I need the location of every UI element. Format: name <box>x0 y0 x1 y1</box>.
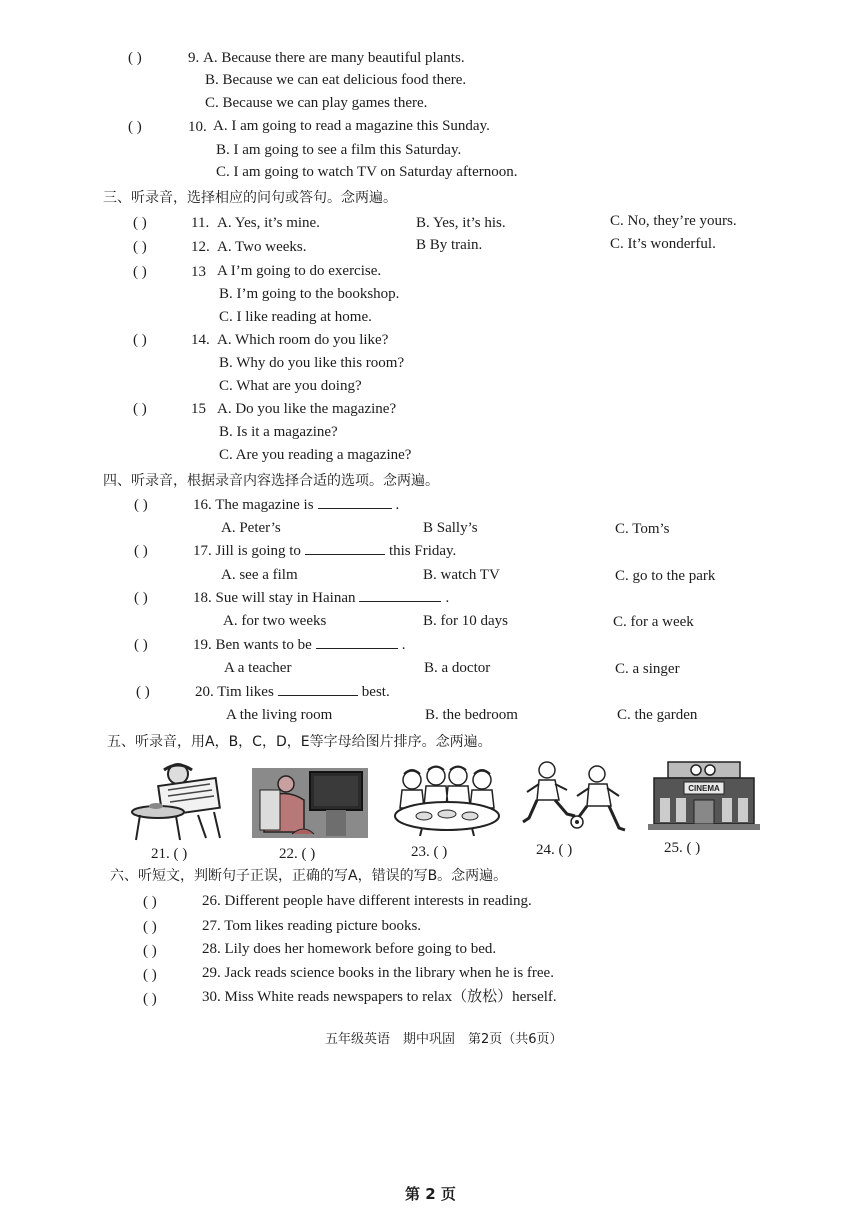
option-11a: A. Yes, it’s mine. <box>217 215 320 231</box>
question-16-text: The magazine is <box>215 497 314 513</box>
option-12b: B By train. <box>416 237 483 253</box>
answer-paren-28[interactable]: ( ) <box>143 943 157 959</box>
question-17-end: this Friday. <box>388 543 457 559</box>
question-number-16: 16. <box>193 497 212 513</box>
section-4-title: 四、听录音，根据录音内容选择合适的选项。念两遍。 <box>103 473 439 489</box>
picture-watching-tv <box>252 768 368 838</box>
option-20a: A the living room <box>226 707 333 723</box>
answer-paren-16[interactable]: ( ) <box>134 497 148 513</box>
question-number-12: 12. <box>191 239 210 255</box>
option-17a: A. see a film <box>221 567 298 583</box>
question-number-17: 17. <box>193 543 212 559</box>
option-9c: C. Because we can play games there. <box>205 95 428 111</box>
section-5-title: 五、听录音，用A，B，C，D，E等字母给图片排序。念两遍。 <box>107 734 492 750</box>
answer-paren-20[interactable]: ( ) <box>136 684 150 700</box>
option-20c: C. the garden <box>617 707 698 723</box>
option-14b: B. Why do you like this room? <box>219 355 405 371</box>
section-3-title: 三、听录音，选择相应的问句或答句。念两遍。 <box>103 190 397 206</box>
section-6-title: 六、听短文，判断句子正误，正确的写A，错误的写B。念两遍。 <box>110 868 508 884</box>
picture-family-dinner <box>392 764 502 836</box>
option-19c: C. a singer <box>615 661 680 677</box>
blank-16[interactable] <box>318 496 392 509</box>
blank-19[interactable] <box>316 636 398 649</box>
answer-paren-12[interactable]: ( ) <box>133 239 147 255</box>
picture-label-23[interactable]: 23. ( ) <box>411 844 448 860</box>
question-16-end: . <box>395 497 400 513</box>
question-number-18: 18. <box>193 590 212 606</box>
blank-18[interactable] <box>359 589 441 602</box>
question-number-10: 10. <box>188 119 207 135</box>
option-16c: C. Tom’s <box>615 521 670 537</box>
statement-27: 27. Tom likes reading picture books. <box>202 918 422 934</box>
option-15a: A. Do you like the magazine? <box>217 401 397 417</box>
question-20-stem <box>195 683 390 701</box>
option-10a: A. I am going to read a magazine this Sunday. <box>213 118 490 134</box>
picture-label-21[interactable]: 21. ( ) <box>151 846 188 862</box>
answer-paren-27[interactable]: ( ) <box>143 919 157 935</box>
question-number-13: 13 <box>191 264 206 280</box>
option-13c: C. I like reading at home. <box>219 309 372 325</box>
question-number-11: 11. <box>191 215 210 231</box>
option-16b: B Sally’s <box>423 520 478 536</box>
option-18a: A. for two weeks <box>223 613 327 629</box>
option-10b: B. I am going to see a film this Saturday. <box>216 142 462 158</box>
statement-28: 28. Lily does her homework before going to bed. <box>202 941 497 957</box>
option-11b: B. Yes, it’s his. <box>416 215 506 231</box>
question-number-15: 15 <box>191 401 206 417</box>
statement-30: 30. Miss White reads newspapers to relax（放松）herself. <box>202 989 557 1005</box>
option-9b: B. Because we can eat delicious food there. <box>205 72 467 88</box>
option-12c: C. It’s wonderful. <box>610 236 716 252</box>
option-15c: C. Are you reading a magazine? <box>219 447 412 463</box>
option-19b: B. a doctor <box>424 660 491 676</box>
option-19a: A a teacher <box>224 660 292 676</box>
picture-cinema <box>648 760 760 830</box>
page-number: 第 2 页 <box>405 1185 456 1203</box>
blank-20[interactable] <box>278 683 358 696</box>
option-14a: A. Which room do you like? <box>217 332 389 348</box>
question-20-end: best. <box>361 684 390 700</box>
question-number-20: 20. <box>195 684 214 700</box>
option-20b: B. the bedroom <box>425 707 518 723</box>
picture-label-22[interactable]: 22. ( ) <box>279 846 316 862</box>
picture-reading-newspaper <box>128 760 228 842</box>
answer-paren-10[interactable]: ( ) <box>128 119 142 135</box>
option-12a: A. Two weeks. <box>217 239 307 255</box>
picture-label-25[interactable]: 25. ( ) <box>664 840 701 856</box>
question-number-19: 19. <box>193 637 212 653</box>
question-20-text: Tim likes <box>217 684 274 700</box>
statement-29: 29. Jack reads science books in the library when he is free. <box>202 965 554 981</box>
answer-paren-26[interactable]: ( ) <box>143 894 157 910</box>
question-17-text: Jill is going to <box>215 543 301 559</box>
answer-paren-29[interactable]: ( ) <box>143 967 157 983</box>
option-13b: B. I’m going to the bookshop. <box>219 286 400 302</box>
question-18-text: Sue will stay in Hainan <box>215 590 356 606</box>
option-17b: B. watch TV <box>423 567 500 583</box>
cinema-sign-text: CINEMA <box>688 784 720 793</box>
page-footer: 五年级英语 期中巩固 第2页（共6页） <box>325 1032 563 1047</box>
blank-17[interactable] <box>305 542 385 555</box>
question-18-end: . <box>445 590 450 606</box>
answer-paren-17[interactable]: ( ) <box>134 543 148 559</box>
option-9a: A. Because there are many beautiful plants. <box>203 50 465 66</box>
answer-paren-11[interactable]: ( ) <box>133 215 147 231</box>
answer-paren-30[interactable]: ( ) <box>143 991 157 1007</box>
question-18-stem <box>193 589 449 607</box>
statement-26: 26. Different people have different interests in reading. <box>202 893 532 909</box>
answer-paren-19[interactable]: ( ) <box>134 637 148 653</box>
option-15b: B. Is it a magazine? <box>219 424 338 440</box>
option-10c: C. I am going to watch TV on Saturday afternoon. <box>216 164 518 180</box>
option-18b: B. for 10 days <box>423 613 508 629</box>
question-19-text: Ben wants to be <box>215 637 312 653</box>
question-16-stem <box>193 496 399 514</box>
option-17c: C. go to the park <box>615 568 716 584</box>
option-11c: C. No, they’re yours. <box>610 213 737 229</box>
question-17-stem <box>193 542 456 560</box>
question-number-14: 14. <box>191 332 210 348</box>
question-number-9: 9. <box>188 50 200 66</box>
answer-paren-18[interactable]: ( ) <box>134 590 148 606</box>
option-14c: C. What are you doing? <box>219 378 362 394</box>
picture-label-24[interactable]: 24. ( ) <box>536 842 573 858</box>
option-13a: A I’m going to do exercise. <box>217 263 382 279</box>
answer-paren-9[interactable]: ( ) <box>128 50 142 66</box>
option-16a: A. Peter’s <box>221 520 281 536</box>
picture-playing-football <box>515 760 627 836</box>
answer-paren-13[interactable]: ( ) <box>133 264 147 280</box>
option-18c: C. for a week <box>613 614 694 630</box>
answer-paren-14[interactable]: ( ) <box>133 332 147 348</box>
question-19-end: . <box>401 637 406 653</box>
question-19-stem <box>193 636 405 654</box>
answer-paren-15[interactable]: ( ) <box>133 401 147 417</box>
